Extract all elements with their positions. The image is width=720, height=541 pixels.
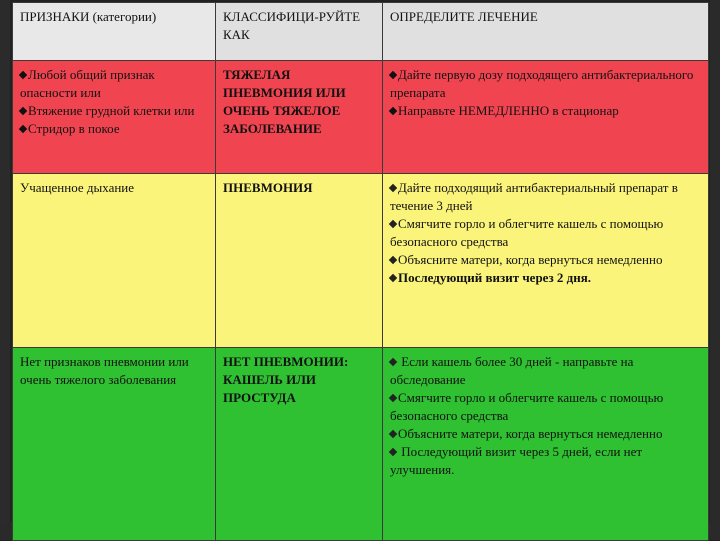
treatment-text: Объясните матери, когда вернуться немедленно (398, 252, 663, 267)
list-item (390, 251, 701, 269)
treatment-text: Дайте подходящий антибактериальный препарат в течение 3 дней (390, 180, 678, 213)
header-signs (13, 3, 216, 61)
list-item (390, 389, 701, 425)
header-treatment-label: ОПРЕДЕЛИТЕ ЛЕЧЕНИЕ (390, 9, 538, 24)
list-item (20, 66, 208, 102)
diamond-bullet-icon (389, 220, 397, 228)
classification-cell (216, 61, 383, 174)
list-item (390, 353, 701, 389)
diamond-bullet-icon (19, 71, 27, 79)
diamond-bullet-icon (389, 71, 397, 79)
diamond-bullet-icon (389, 358, 397, 366)
table-row-pneumonia (13, 174, 709, 348)
diamond-bullet-icon (389, 394, 397, 402)
sign-text: Учащенное дыхание (20, 180, 135, 195)
list-item (20, 102, 208, 120)
header-classify-label: КЛАССИФИЦИ-РУЙТЕ КАК (223, 9, 361, 42)
classification-table (12, 2, 709, 541)
treatment-text: Смягчите горло и облегчите кашель с помощью безопасного средства (390, 390, 664, 423)
list-item (390, 102, 701, 120)
diamond-bullet-icon (389, 448, 397, 456)
list-item (20, 120, 208, 138)
signs-cell (13, 61, 216, 174)
classification-text: ТЯЖЕЛАЯ ПНЕВМОНИЯ ИЛИ ОЧЕНЬ ТЯЖЕЛОЕ ЗАБОЛЕВАНИЕ (223, 67, 346, 136)
sign-text: Стридор в покое (28, 121, 120, 136)
list-item (390, 443, 701, 479)
right-border (710, 0, 720, 540)
sign-text: Нет признаков пневмонии или очень тяжелого заболевания (20, 354, 189, 387)
diamond-bullet-icon (389, 184, 397, 192)
treatment-text: Если кашель более 30 дней - направьте на обследование (390, 354, 634, 387)
diamond-bullet-icon (19, 107, 27, 115)
diamond-bullet-icon (389, 107, 397, 115)
sign-text: Втяжение грудной клетки или (28, 103, 195, 118)
diamond-bullet-icon (389, 256, 397, 264)
treatment-text: Дайте первую дозу подходящего антибактериального препарата (390, 67, 694, 100)
signs-cell (13, 348, 216, 541)
treatment-text: Объясните матери, когда вернуться немедленно (398, 426, 663, 441)
signs-cell (13, 174, 216, 348)
classification-cell (216, 348, 383, 541)
header-signs-label: ПРИЗНАКИ (категории) (20, 9, 157, 24)
treatment-text: Последующий визит через 5 дней, если нет улучшения. (390, 444, 643, 477)
table-row-no-pneumonia (13, 348, 709, 541)
left-border (0, 0, 10, 540)
diamond-bullet-icon (389, 274, 397, 282)
treatment-text: Смягчите горло и облегчите кашель с помощью безопасного средства (390, 216, 664, 249)
sign-text: Любой общий признак опасности или (20, 67, 155, 100)
list-item (390, 425, 701, 443)
diamond-bullet-icon (389, 430, 397, 438)
treatment-cell (383, 61, 709, 174)
treatment-text: Направьте НЕМЕДЛЕННО в стационар (398, 103, 619, 118)
list-item (390, 66, 701, 102)
header-treatment (383, 3, 709, 61)
table-row-severe (13, 61, 709, 174)
table-header-row (13, 3, 709, 61)
treatment-text: Последующий визит через 2 дня. (398, 270, 592, 285)
header-classify (216, 3, 383, 61)
classification-cell (216, 174, 383, 348)
treatment-cell (383, 174, 709, 348)
classification-text: НЕТ ПНЕВМОНИИ: КАШЕЛЬ ИЛИ ПРОСТУДА (223, 354, 349, 405)
list-item (390, 215, 701, 251)
list-item (390, 179, 701, 215)
diamond-bullet-icon (19, 125, 27, 133)
list-item (390, 269, 701, 287)
classification-text: ПНЕВМОНИЯ (223, 180, 313, 195)
treatment-cell (383, 348, 709, 541)
